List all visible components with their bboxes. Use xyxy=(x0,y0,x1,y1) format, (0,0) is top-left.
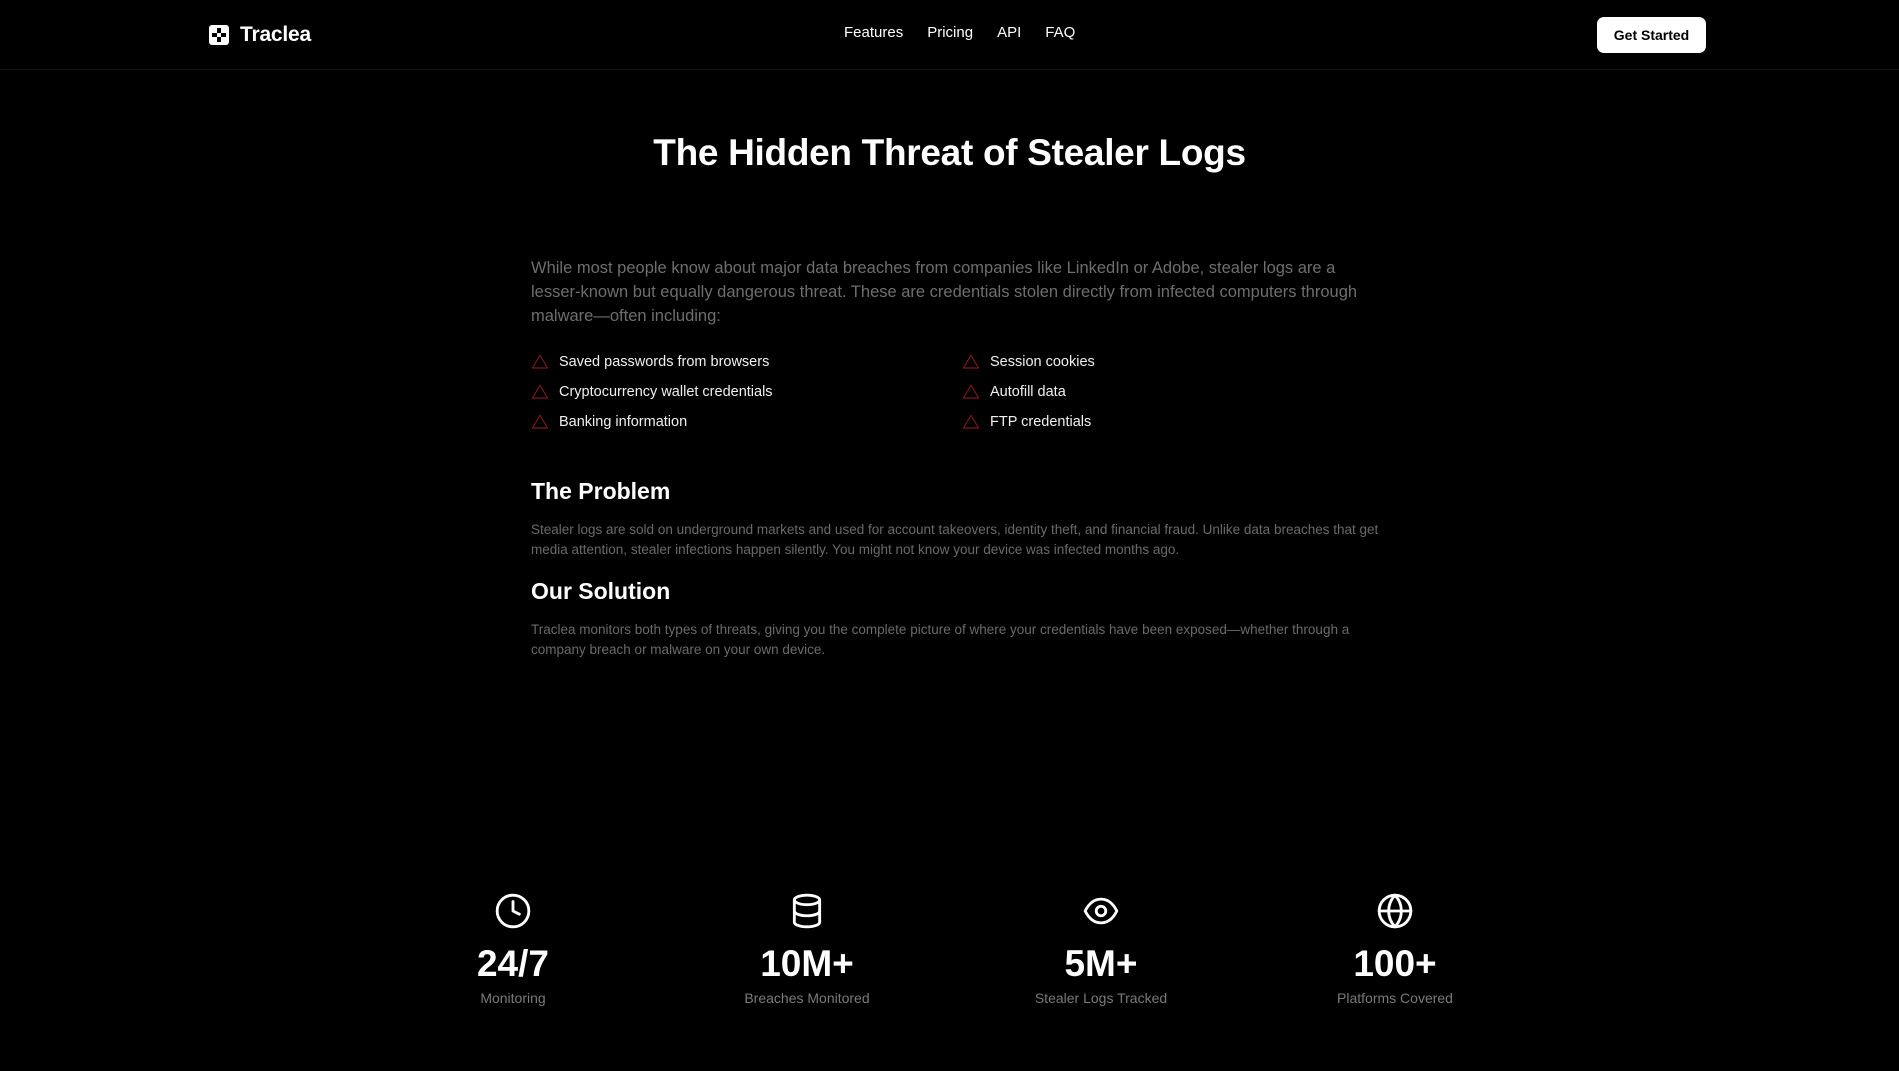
threat-list xyxy=(531,352,1381,432)
list-item-label: FTP credentials xyxy=(990,414,1092,430)
list-item-label: Session cookies xyxy=(990,354,1095,370)
warning-triangle-icon xyxy=(531,413,549,431)
stat-breaches xyxy=(687,892,927,1006)
stat-label: Platforms Covered xyxy=(1337,990,1453,1006)
list-item-label: Banking information xyxy=(559,414,688,430)
stat-label: Breaches Monitored xyxy=(744,990,870,1006)
list-item-label: Autofill data xyxy=(990,384,1066,400)
get-started-button[interactable]: Get Started xyxy=(1597,17,1706,53)
stat-label: Stealer Logs Tracked xyxy=(1034,990,1168,1006)
list-item xyxy=(962,352,1381,372)
warning-triangle-icon xyxy=(962,413,980,431)
stat-stealer-logs xyxy=(981,892,1221,1006)
list-item xyxy=(531,352,962,372)
nav-link-faq[interactable]: FAQ xyxy=(1045,24,1076,41)
problem-paragraph: Stealer logs are sold on underground markets and used for account takeovers, identity theft, and financial fraud. Unlike data breaches that get media attention, stealer infections happen silently. You might not know your device was infected months ago. xyxy=(531,522,1379,557)
warning-triangle-icon xyxy=(962,383,980,401)
solution-heading: Our Solution xyxy=(531,578,671,604)
brand[interactable] xyxy=(208,20,311,50)
brand-name: Traclea xyxy=(240,23,311,46)
list-item-label: Cryptocurrency wallet credentials xyxy=(559,384,773,400)
brand-logo-icon xyxy=(208,24,230,46)
stat-value: 100+ xyxy=(1353,943,1437,984)
warning-triangle-icon xyxy=(531,383,549,401)
stat-label: Monitoring xyxy=(480,990,546,1006)
stats-section xyxy=(0,892,1899,1022)
intro-paragraph: While most people know about major data breaches from companies like LinkedIn or Adobe, stealer logs are a lesser-known but equally dangerous threat. These are credentials stolen directly from infected computers through malware—often including: xyxy=(531,259,1358,325)
stat-monitoring xyxy=(393,892,633,1006)
globe-icon xyxy=(1376,892,1414,930)
list-item xyxy=(962,382,1381,402)
list-item xyxy=(962,412,1381,432)
clock-icon xyxy=(494,892,532,930)
page-title: The Hidden Threat of Stealer Logs xyxy=(653,132,1246,173)
problem-heading: The Problem xyxy=(531,478,671,504)
stat-value: 5M+ xyxy=(1064,943,1138,984)
database-icon xyxy=(788,892,826,930)
nav-link-features[interactable]: Features xyxy=(844,24,904,41)
nav-link-api[interactable]: API xyxy=(997,24,1022,41)
top-navbar xyxy=(0,0,1899,70)
list-item xyxy=(531,382,962,402)
main-nav xyxy=(844,24,1075,41)
warning-triangle-icon xyxy=(531,353,549,371)
stat-value: 10M+ xyxy=(760,943,854,984)
stat-value: 24/7 xyxy=(476,943,549,984)
stat-platforms xyxy=(1275,892,1515,1006)
eye-icon xyxy=(1082,892,1120,930)
warning-triangle-icon xyxy=(962,353,980,371)
solution-paragraph: Traclea monitors both types of threats, giving you the complete picture of where your credentials have been exposed—whether through a company breach or malware on your own device. xyxy=(531,622,1350,657)
list-item xyxy=(531,412,962,432)
nav-link-pricing[interactable]: Pricing xyxy=(927,24,974,41)
list-item-label: Saved passwords from browsers xyxy=(559,354,770,370)
